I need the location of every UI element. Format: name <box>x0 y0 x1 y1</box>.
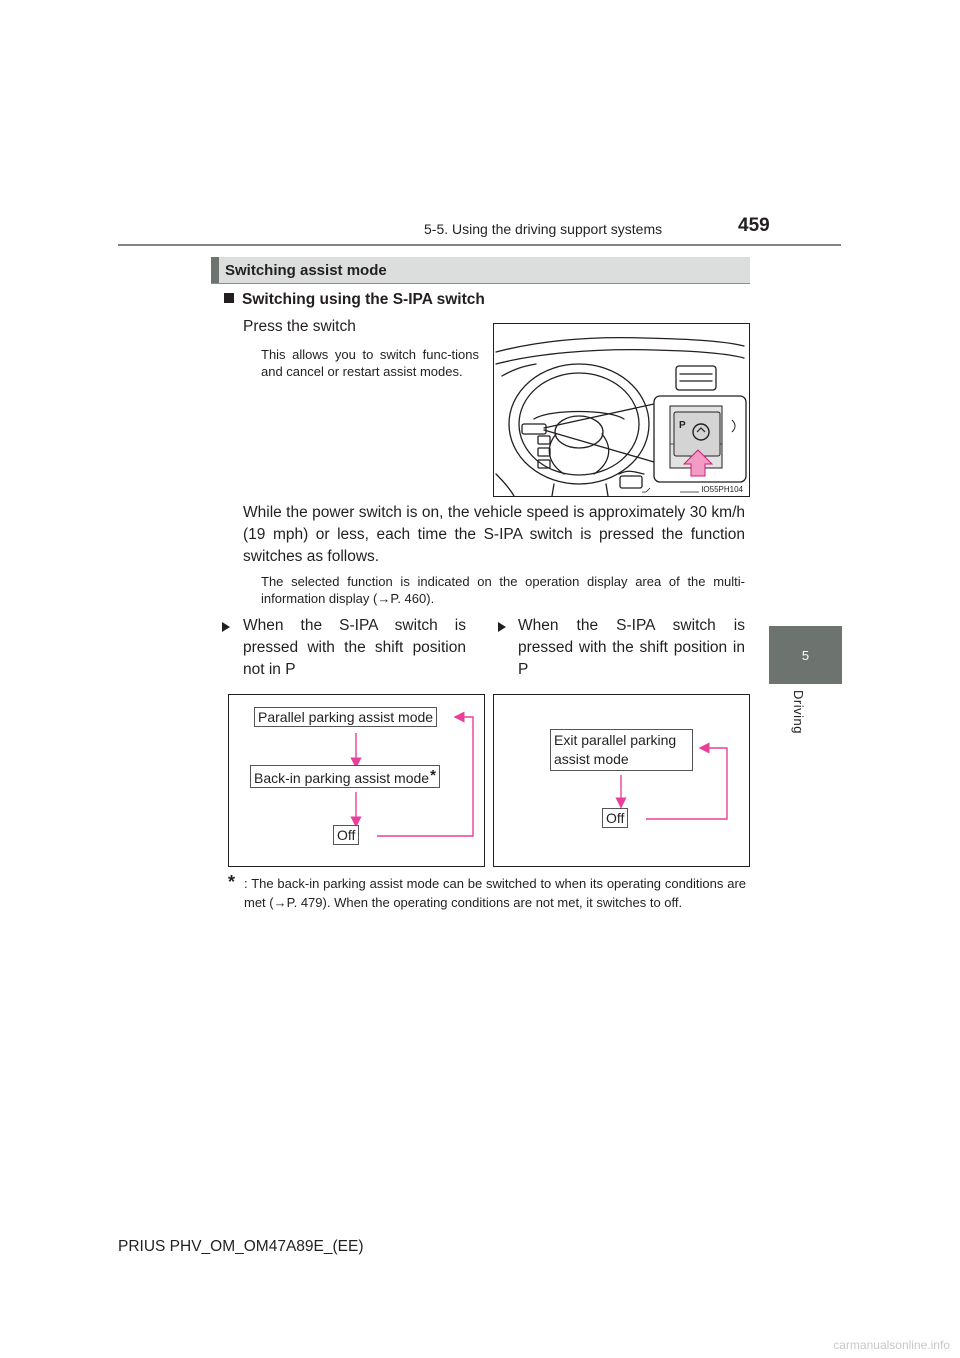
chapter-side-title: Driving <box>791 690 806 734</box>
footnote-text: : The back-in parking assist mode can be switched to when its operating conditions are met (→P. 479). When the operating conditions are not met, it switches to off. <box>244 876 746 910</box>
heading-bar <box>211 257 219 283</box>
case-in-p-text: When the S-IPA switch is pressed with the shift position in P <box>518 617 745 678</box>
flow-panel-in-p <box>493 694 750 867</box>
sub-heading <box>224 291 485 309</box>
case-not-in-p <box>222 615 466 681</box>
footnote-mark: * <box>228 872 236 892</box>
page-number: 459 <box>738 215 770 236</box>
flow-box-back-in-text: Back-in parking assist mode <box>254 770 430 786</box>
asterisk-mark: * <box>430 767 436 784</box>
section-heading <box>211 257 750 284</box>
flow-panel-not-in-p <box>228 694 485 867</box>
watermark: carmanualsonline.info <box>833 1338 950 1352</box>
header-section-title: 5-5. Using the driving support systems <box>424 221 663 237</box>
flow-box-off: Off <box>602 808 628 828</box>
section-heading-text: Switching assist mode <box>225 262 387 279</box>
footnote <box>228 873 746 912</box>
header-divider <box>118 244 841 246</box>
step-note: This allows you to switch func-tions and cancel or restart assist modes. <box>261 347 479 379</box>
body-note: The selected function is indicated on the operation display area of the multi-information display (→P. 460). <box>261 574 745 606</box>
flow-box-off: Off <box>333 825 359 845</box>
chapter-number: 5 <box>801 647 810 663</box>
flow-box-back-in <box>250 765 440 788</box>
square-bullet-icon <box>224 293 234 303</box>
flow-box-parallel: Parallel parking assist mode <box>254 707 437 727</box>
footer-doc-code: PRIUS PHV_OM_OM47A89E_(EE) <box>118 1238 364 1255</box>
sub-heading-text: Switching using the S-IPA switch <box>242 291 485 308</box>
triangle-bullet-icon <box>498 622 506 632</box>
chapter-tab-number <box>769 626 842 684</box>
step-instruction: Press the switch <box>243 318 356 335</box>
svg-text:P: P <box>679 420 686 431</box>
case-in-p <box>498 615 745 681</box>
body-paragraph: While the power switch is on, the vehicle speed is approximately 30 km/h (19 mph) or less, each time the S-IPA switch is pressed the function switches as follows. <box>243 504 745 565</box>
flow-box-exit-parallel: Exit parallel parking assist mode <box>550 729 693 771</box>
dashboard-drawing <box>494 324 750 497</box>
case-not-in-p-text: When the S-IPA switch is pressed with the shift position not in P <box>243 617 466 678</box>
triangle-bullet-icon <box>222 622 230 632</box>
illustration-code: IO55PH104 <box>701 485 743 494</box>
s-ipa-switch-illustration <box>493 323 750 497</box>
flow-arrows-right <box>494 695 751 868</box>
